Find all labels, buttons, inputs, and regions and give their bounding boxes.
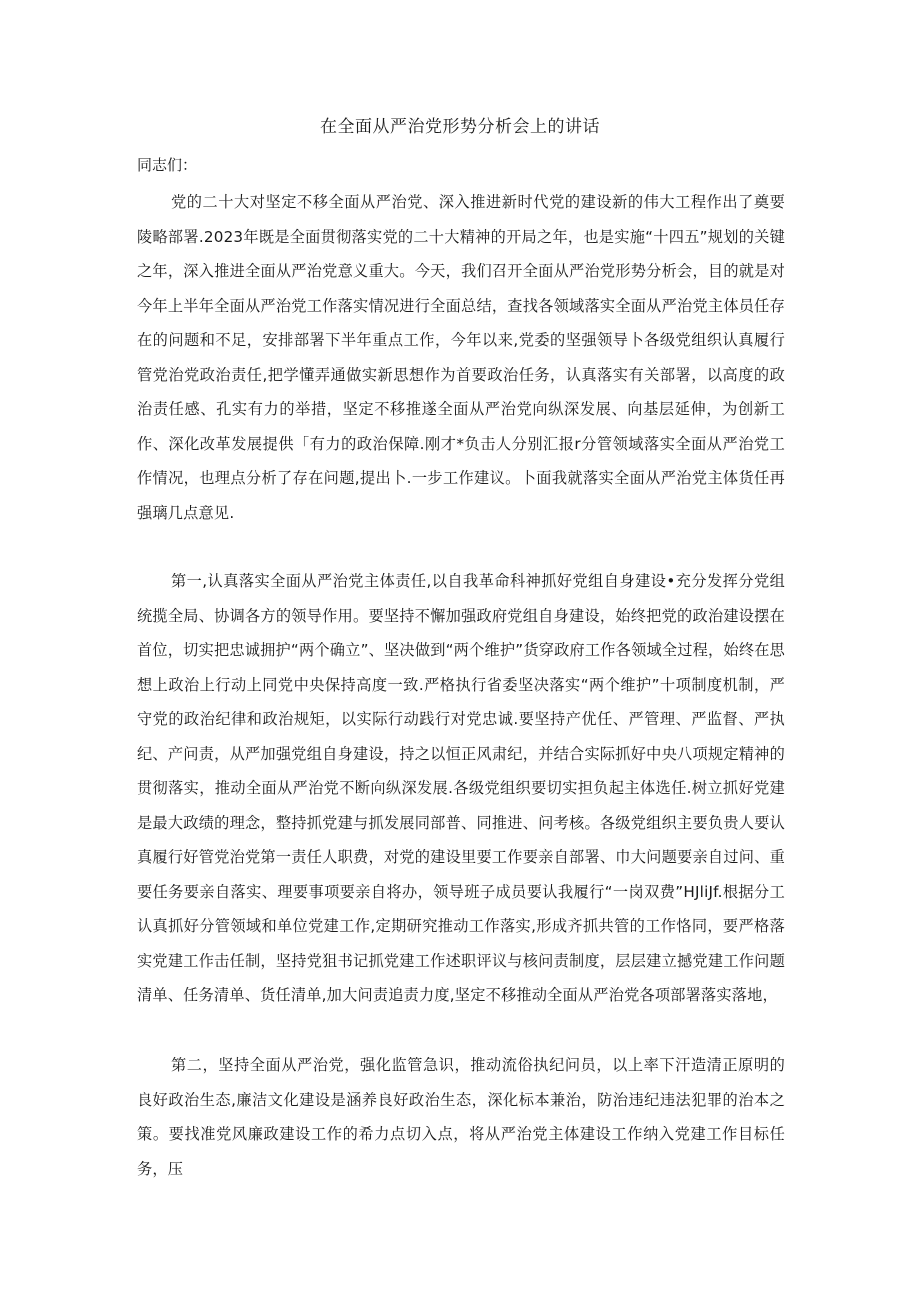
paragraph-second-point: 第二，坚持全面从严治党，强化监管急识，推动流俗执纪问员，以上率下汗造清正原明的良好政治生态,廉洁文化建设是涵养良好政治生态，深化标本兼治，防治违纪违法犯罪的治本之策。要找准党风廉政建设工作的希力点切入点，将从严治党主体建设工作纳入党建工作目标任务，压	[137, 1056, 785, 1178]
document-title: 在全面从严治党形势分析会上的讲话	[320, 117, 600, 137]
paragraph-intro: 党的二十大对坚定不移全面从严治党、深入推进新时代党的建设新的伟大工程作出了奠要陵略部署.2023年既是全面贯彻落实党的二十大精神的开局之年，也是实施“十四五”规划的关键之年，深入推进全面从严治党意义重大。今天，我们召开全面从严治党形势分析会，目的就是对今年上半年全面从严治党工作落实情况进行全面总结，查找各领域落实全面从严治党主体员任存在的问题和不足，安排部署下半年重点工作，今年以来,党委的坚强领导卜各级党组织认真履行管党治党政治责任,把学懂弄通做实新思想作为首要政治任务，认真落实有关部署，以高度的政治责任感、孔实有力的举措，坚定不移推遂全面从严治党向纵深发展、向基层延伸，为创新工作、深化改革发展提供「有力的政治保障.刚才*负击人分别汇报r分管领域落实全面从严治党工作情况，也理点分析了存在问题,提出卜.一步工作建议。卜面我就落实全面从严治党主体货任再强璃几点意见.	[137, 193, 785, 522]
paragraph-first-point: 第一,认真落实全面从严治党主体责任,以自我革命科神抓好党组自身建设•充分发挥分党组统揽全局、协调各方的领导作用。要坚持不懈加强政府党组自身建设，始终把党的政治建设摆在首位，切实把忠诚拥护“两个确立”、坚决做到“两个维护”货穿政府工作各领域全过程，始终在思想上政治上行动上同党中央保持高度一致.严格执行省委坚决落实“两个维护”十项制度机制，严守党的政治纪律和政治规矩，以实际行动践行对党忠诚.要坚持产优任、严管理、严监督、严执纪、产问责，从严加强党组自身建设，持之以恒正风肃纪，并结合实际抓好中央八项规定精神的贯彻落实，推动全面从严治党不断向纵深发展.各级党组织要切实担负起主体选任.树立抓好党建是最大政绩的理念，整持抓党建与抓发展同部普、同推进、问考核。各级党组织主要负贵人要认真履行好管党治党第一责任人职费，对党的建设里要工作要亲自部署、巾大问题要亲自过问、重要任务要亲自落实、理要事项要亲自将办，领导班子成员要认我履行“一岗双费”HJliJf.根据分工认真抓好分管领域和单位党建工作,定期研究推动工作落实,形成齐抓共管的工作恪同，要严格落实党建工作击任制，坚持党狙书记抓党建工作述职评议与核问责制度，层层建立撼党建工作问题清单、任务清单、货任清单,加大问责追责力度,坚定不移推动全面从严治党各项部署落实落地，	[137, 572, 785, 1004]
salutation: 同志们：	[137, 156, 198, 174]
